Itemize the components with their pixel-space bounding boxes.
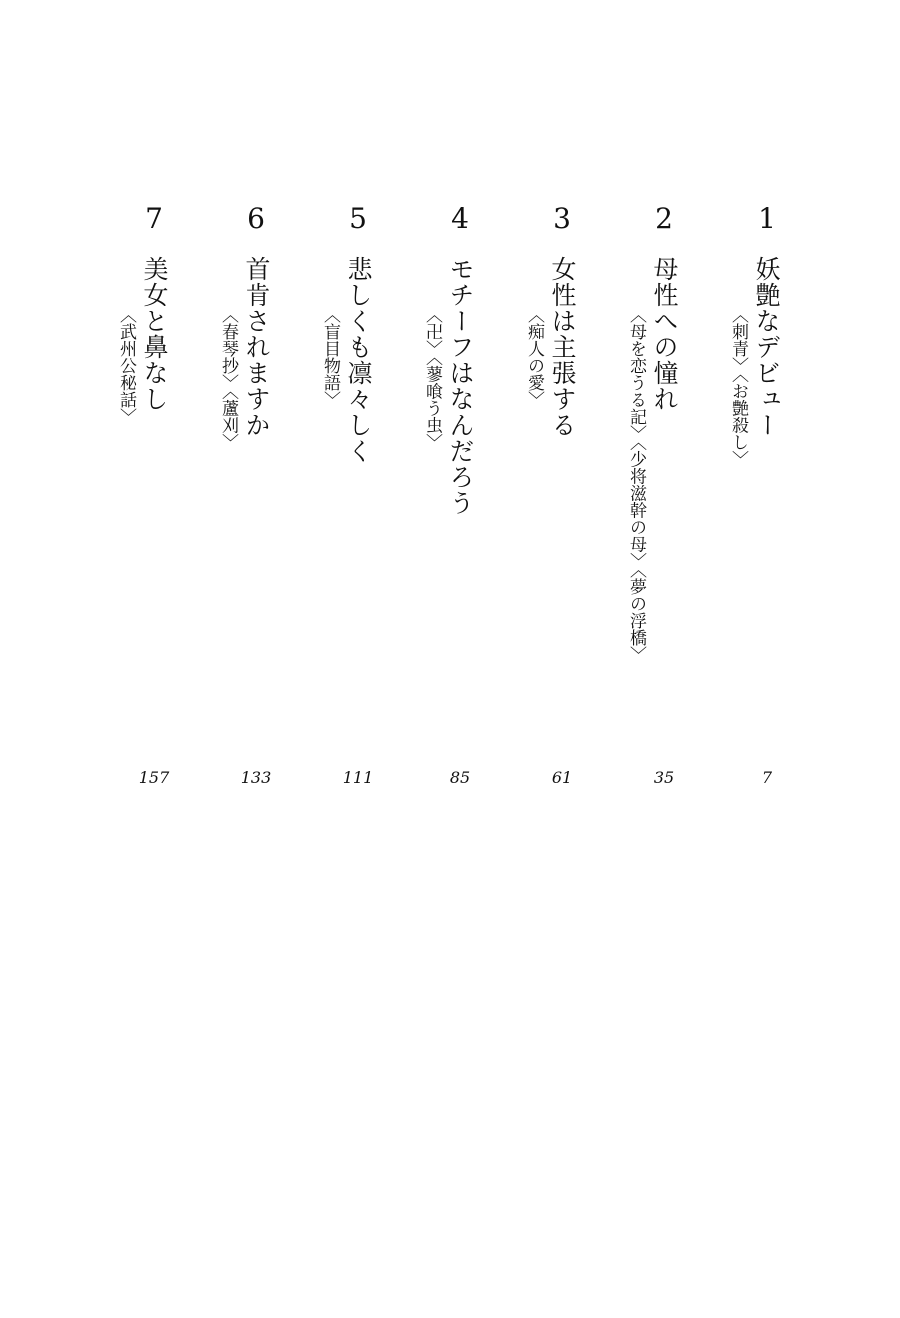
chapter-number: 7 bbox=[145, 202, 163, 235]
chapter-number: 3 bbox=[553, 202, 571, 235]
chapter-page-number: 7 bbox=[761, 768, 773, 787]
chapter-title: 美女と鼻なし bbox=[140, 256, 169, 412]
chapter-subtitle: 〈母を恋うる記〉〈少将滋幹の母〉〈夢の浮橋〉 bbox=[626, 306, 646, 663]
chapter-page-number: 133 bbox=[240, 768, 272, 787]
chapter-page-number: 157 bbox=[138, 768, 170, 787]
chapter-title: 女性は主張する bbox=[548, 256, 577, 438]
chapter-subtitle: 〈痴人の愛〉 bbox=[524, 306, 544, 408]
chapter-number: 4 bbox=[451, 202, 469, 235]
chapter-subtitle: 〈春琴抄〉〈蘆刈〉 bbox=[218, 306, 238, 451]
chapter-title: 妖艶なデビュー bbox=[752, 256, 781, 438]
chapter-title: 悲しくも凛々しく bbox=[344, 256, 373, 464]
chapter-page-number: 61 bbox=[551, 768, 573, 787]
chapter-title: 母性への憧れ bbox=[650, 256, 679, 412]
chapter-page-number: 111 bbox=[342, 768, 374, 787]
chapter-number: 6 bbox=[247, 202, 265, 235]
chapter-subtitle: 〈刺青〉〈お艶殺し〉 bbox=[728, 306, 748, 468]
chapter-title: モチーフはなんだろう bbox=[446, 256, 475, 516]
chapter-subtitle: 〈卍〉〈蓼喰う虫〉 bbox=[422, 306, 442, 451]
chapter-title: 首肯されますか bbox=[242, 256, 271, 438]
chapter-subtitle: 〈武州公秘話〉 bbox=[116, 306, 136, 425]
chapter-number: 1 bbox=[758, 202, 776, 235]
chapter-page-number: 35 bbox=[653, 768, 675, 787]
chapter-number: 5 bbox=[349, 202, 367, 235]
chapter-number: 2 bbox=[655, 202, 673, 235]
chapter-subtitle: 〈盲目物語〉 bbox=[320, 306, 340, 408]
chapter-page-number: 85 bbox=[449, 768, 471, 787]
